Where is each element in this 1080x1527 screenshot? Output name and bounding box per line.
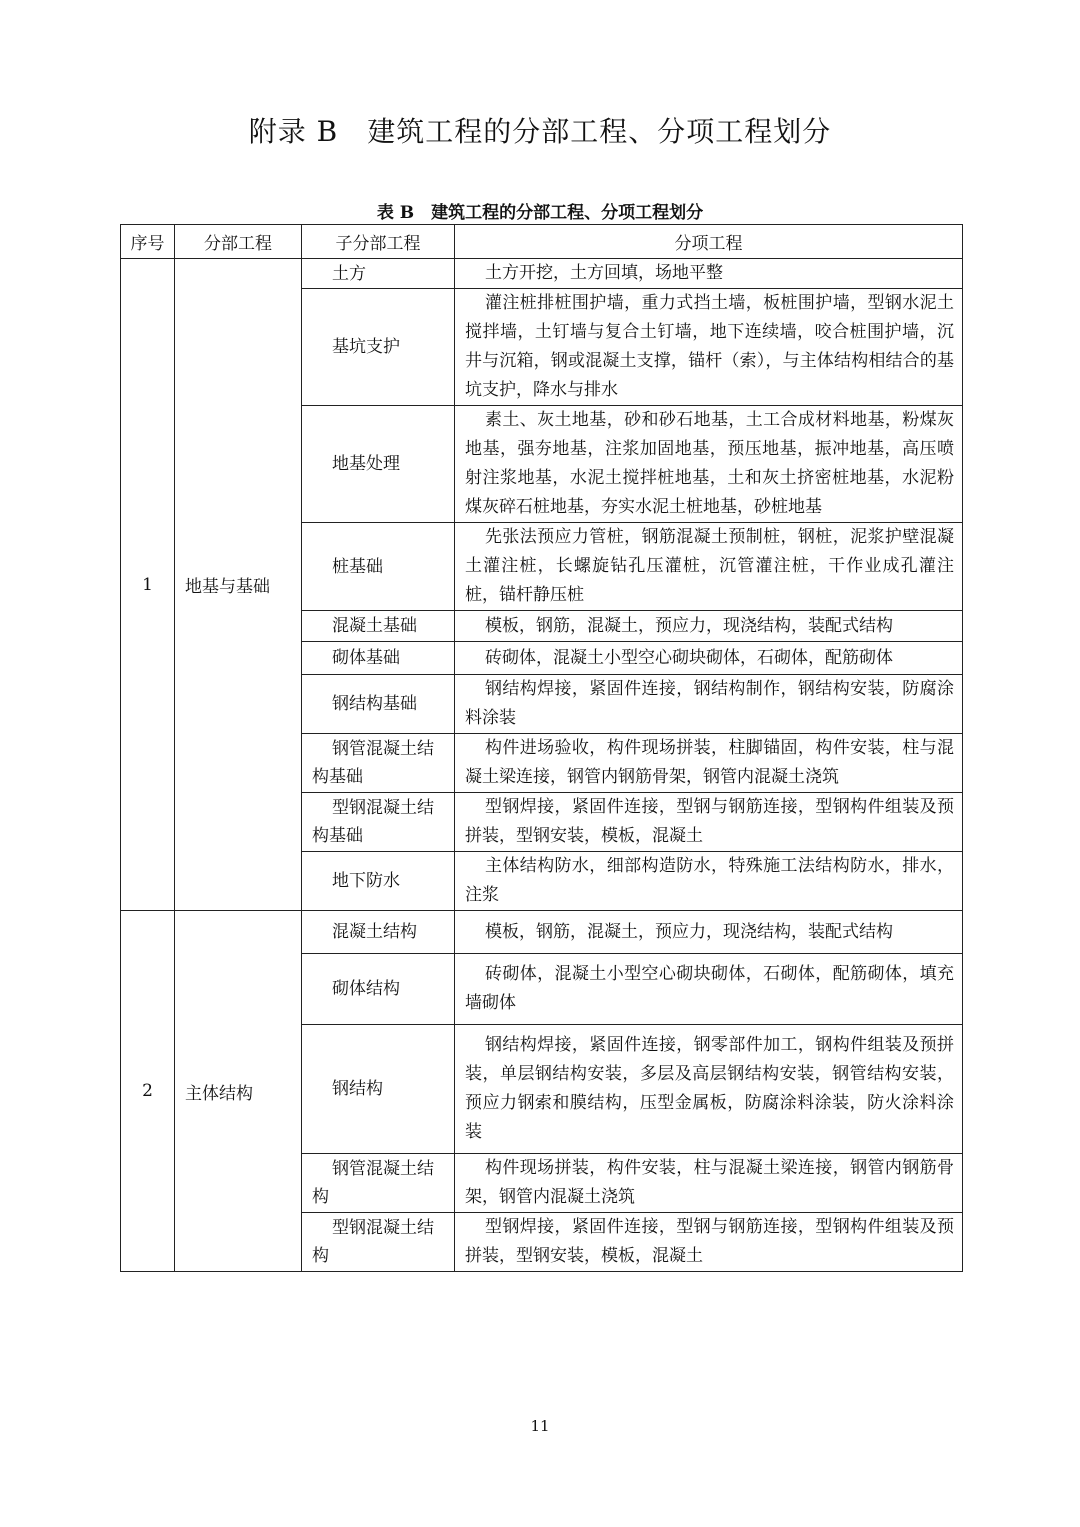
seq-cell: 2 xyxy=(121,911,175,1272)
items-cell: 构件现场拼装，构件安装，柱与混凝土梁连接，钢管内钢筋骨架，钢管内混凝土浇筑 xyxy=(455,1154,963,1213)
table-caption: 表 B 建筑工程的分部工程、分项工程划分 xyxy=(376,203,704,223)
items-cell: 土方开挖，土方回填，场地平整 xyxy=(455,259,963,289)
subdivision-cell: 地基处理 xyxy=(302,406,455,523)
items-cell: 主体结构防水，细部构造防水，特殊施工法结构防水，排水，注浆 xyxy=(455,852,963,911)
items-cell: 素土、灰土地基，砂和砂石地基，土工合成材料地基，粉煤灰地基，强夯地基，注浆加固地基，预压地基，振冲地基，高压喷射注浆地基，水泥土搅拌桩地基，土和灰土挤密桩地基，水泥粉煤灰碎石桩地基，夯实水泥土桩地基，砂桩地基 xyxy=(455,406,963,523)
subdivision-cell: 混凝土结构 xyxy=(302,911,455,954)
page-number: 11 xyxy=(530,1417,550,1435)
items-cell: 模板，钢筋，混凝土，预应力，现浇结构，装配式结构 xyxy=(455,611,963,642)
subdivision-cell: 钢结构基础 xyxy=(302,675,455,734)
division-cell: 主体结构 xyxy=(175,911,302,1272)
page-title: 附录 B 建筑工程的分部工程、分项工程划分 xyxy=(248,115,832,148)
header-items: 分项工程 xyxy=(455,225,963,259)
items-cell: 钢结构焊接，紧固件连接，钢零部件加工，钢构件组装及预拼装，单层钢结构安装，多层及高层钢结构安装，钢管结构安装，预应力钢索和膜结构，压型金属板，防腐涂料涂装，防火涂料涂装 xyxy=(455,1025,963,1154)
items-cell: 砖砌体，混凝土小型空心砌块砌体，石砌体，配筋砌体，填充墙砌体 xyxy=(455,954,963,1025)
subdivision-cell: 地下防水 xyxy=(302,852,455,911)
subdivision-cell: 型钢混凝土结构 xyxy=(302,1213,455,1272)
subdivision-cell: 钢管混凝土结构 xyxy=(302,1154,455,1213)
subdivision-cell: 混凝土基础 xyxy=(302,611,455,642)
subdivision-cell: 砌体基础 xyxy=(302,642,455,675)
seq-cell: 1 xyxy=(121,259,175,911)
items-cell: 砖砌体，混凝土小型空心砌块砌体，石砌体，配筋砌体 xyxy=(455,642,963,675)
subdivision-cell: 钢结构 xyxy=(302,1025,455,1154)
subdivision-cell: 桩基础 xyxy=(302,523,455,611)
items-cell: 钢结构焊接，紧固件连接，钢结构制作，钢结构安装，防腐涂料涂装 xyxy=(455,675,963,734)
items-cell: 模板，钢筋，混凝土，预应力，现浇结构，装配式结构 xyxy=(455,911,963,954)
division-cell: 地基与基础 xyxy=(175,259,302,911)
subdivision-cell: 钢管混凝土结构基础 xyxy=(302,734,455,793)
items-cell: 型钢焊接，紧固件连接，型钢与钢筋连接，型钢构件组装及预拼装，型钢安装，模板，混凝土 xyxy=(455,793,963,852)
table-header-row xyxy=(121,225,963,259)
items-cell: 灌注桩排桩围护墙，重力式挡土墙，板桩围护墙，型钢水泥土搅拌墙，土钉墙与复合土钉墙，地下连续墙，咬合桩围护墙，沉井与沉箱，钢或混凝土支撑，锚杆（索），与主体结构相结合的基坑支护，降水与排水 xyxy=(455,289,963,406)
table-row xyxy=(121,259,963,289)
header-division: 分部工程 xyxy=(175,225,302,259)
items-cell: 先张法预应力管桩，钢筋混凝土预制桩，钢桩，泥浆护壁混凝土灌注桩，长螺旋钻孔压灌桩，沉管灌注桩，干作业成孔灌注桩，锚杆静压桩 xyxy=(455,523,963,611)
items-cell: 构件进场验收，构件现场拼装，柱脚锚固，构件安装，柱与混凝土梁连接，钢管内钢筋骨架，钢管内混凝土浇筑 xyxy=(455,734,963,793)
items-cell: 型钢焊接，紧固件连接，型钢与钢筋连接，型钢构件组装及预拼装，型钢安装，模板，混凝土 xyxy=(455,1213,963,1272)
table-row xyxy=(121,911,963,954)
division-table xyxy=(120,224,963,1272)
header-subdivision: 子分部工程 xyxy=(302,225,455,259)
subdivision-cell: 砌体结构 xyxy=(302,954,455,1025)
header-seq: 序号 xyxy=(121,225,175,259)
subdivision-cell: 型钢混凝土结构基础 xyxy=(302,793,455,852)
subdivision-cell: 土方 xyxy=(302,259,455,289)
subdivision-cell: 基坑支护 xyxy=(302,289,455,406)
